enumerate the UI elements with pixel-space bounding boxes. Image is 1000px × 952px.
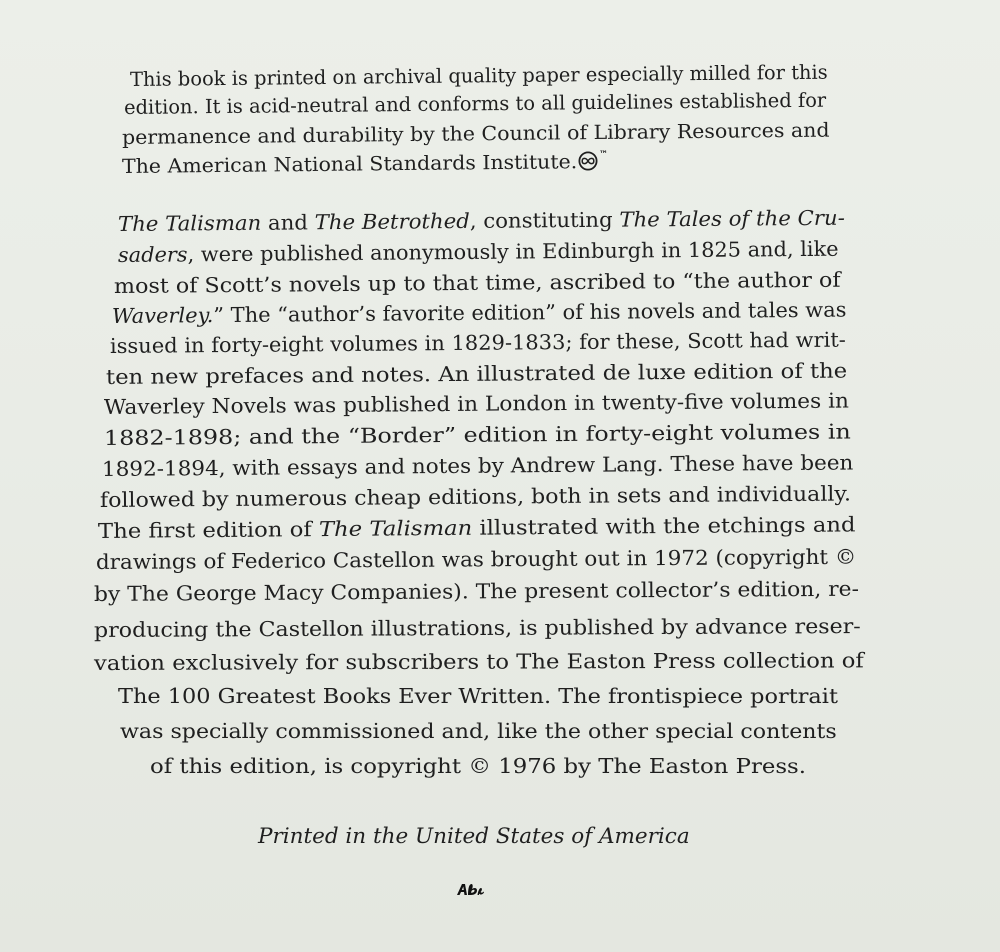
history-line-6: ten new prefaces and notes. An illustrated de luxe edition of the bbox=[105, 358, 848, 389]
talisman-title: The Talisman bbox=[117, 210, 262, 236]
history-line-3: most of Scott’s novels up to that time, ascribed to “the author of bbox=[113, 267, 841, 298]
history-line-13: by The George Macy Companies). The present collector’s edition, re- bbox=[93, 576, 860, 606]
union-bug-icon bbox=[455, 880, 485, 904]
history-line-4: Waverley.” The “author’s favorite edition” of his novels and tales was bbox=[111, 297, 847, 328]
imprint-line: Printed in the United States of America bbox=[258, 824, 690, 849]
history-line-15: vation exclusively for subscribers to The Easton Press collection of bbox=[93, 648, 864, 675]
history-line-1: The Talisman and The Betrothed, constituting The Tales of the Cru- bbox=[117, 205, 845, 236]
history-line-14: producing the Castellon illustrations, is published by advance reser- bbox=[93, 613, 861, 642]
infinity-in-circle-icon bbox=[578, 151, 598, 175]
history-line-7: Waverley Novels was published in London in twenty-five volumes in bbox=[103, 388, 850, 419]
trademark-symbol: ™ bbox=[599, 150, 608, 160]
history-line-12: drawings of Federico Castellon was brought out in 1972 (copyright © bbox=[95, 544, 857, 574]
history-line-8: 1882-1898; and the “Border” edition in forty-eight volumes in bbox=[103, 419, 851, 450]
tales-title: The Tales of the Cru- bbox=[619, 205, 845, 232]
betrothed-title: The Betrothed bbox=[314, 208, 470, 235]
history-line-17: was specially commissioned and, like the other special contents bbox=[120, 719, 837, 743]
waverley-title: Waverley. bbox=[111, 303, 214, 328]
history-line-18: of this edition, is copyright © 1976 by The Easton Press. bbox=[150, 754, 806, 778]
archival-line-1: This book is printed on archival quality paper especially milled for this bbox=[129, 60, 828, 91]
history-line-5: issued in forty-eight volumes in 1829-1833; for these, Scott had writ- bbox=[109, 327, 846, 358]
history-line-11: The first edition of The Talisman illustrated with the etchings and bbox=[97, 512, 856, 543]
history-line-2: saders, were published anonymously in Edinburgh in 1825 and, like bbox=[117, 236, 839, 267]
archival-line-3: permanence and durability by the Council of Library Resources and bbox=[121, 118, 830, 149]
archival-line-4: The American National Standards Institute. bbox=[121, 150, 578, 178]
archival-line-2: edition. It is acid-neutral and conforms to all guidelines established for bbox=[123, 88, 827, 119]
history-line-16: The 100 Greatest Books Ever Written. The frontispiece portrait bbox=[118, 684, 838, 708]
history-line-9: 1892-1894, with essays and notes by Andrew Lang. These have been bbox=[101, 450, 854, 481]
history-line-10: followed by numerous cheap editions, both in sets and individually. bbox=[99, 481, 852, 512]
